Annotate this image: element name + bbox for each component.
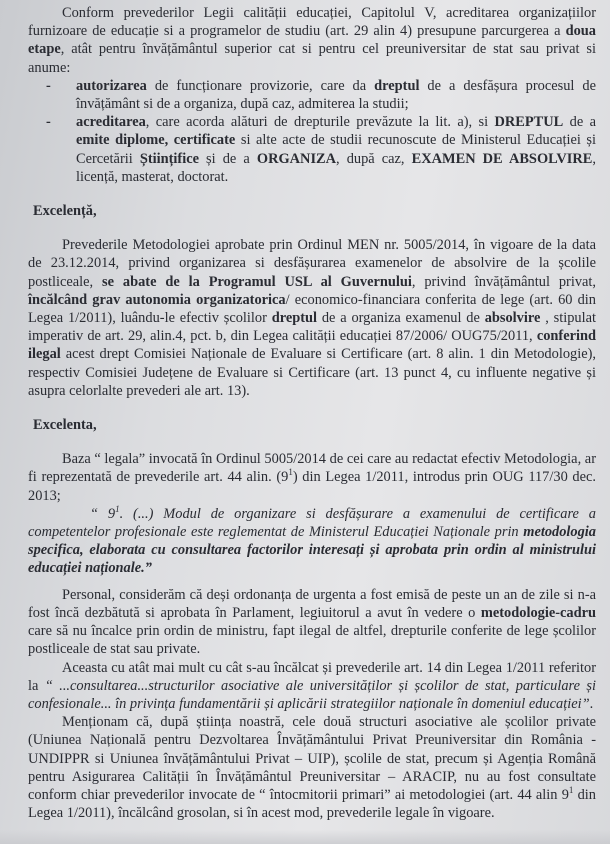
paragraph-personal: Personal, considerăm că deși ordonanța de urgenta a fost emisă de peste un an de zile si n-a fost încă dezbătută si aprobata în Parlament, legiuitorul a avut în vedere o metodologie-cadru care să nu încalce prin ordin de ministru, fapt ilegal de altfel, drepturile conferite de lege școlilor postliceale de stat sau private. — [28, 586, 596, 658]
page-edge-shadow — [0, 830, 610, 844]
paragraph-baza-legala: Baza “ legala” invocată în Ordinul 5005/2014 de cei care au redactat efectiv Metodologia, ar fi reprezentată de prevederile art. 44 alin. $(9^1)$ din Legea 1/2011, introdus prin OUG 117/30 dec. 2013; — [28, 451, 596, 504]
paragraph-conform: Conform prevederilor Legii calității educației, Capitolul V, acreditarea organizațiilor furnizoare de educație si a programelor de studiu (art. 29 alin 4) presupune parcurgerea a doua etape, atât pentru învățământul superior cat si pentru cel preuniversitar de stat sau privat si anume: — [28, 5, 596, 76]
quoted-law-text: “ $9^1$. (...) Modul de organizare si desfășurare a examenului de certificare a competentelor profesionale este reglementat de Ministerul Educației Naționale prin metodologia specifica, elaborata cu consultarea factorilor interesați și aprobata prin ordin al ministrului educației naționale.” — [28, 504, 596, 577]
dash-bullet: - — [46, 77, 51, 94]
paragraph-mentionam: Menționam că, după știința noastră, cele două structuri asociative ale școlilor private (Uniunea Națională pentru Dezvoltarea Învățământului Privat Preuniversitar din România - UNDIPPR si Uniunea învățământului Privat – UIP), școlile de stat, precum și Agenția Română pentru Asigurarea Calității în Învățământul Preuniversitar – ARACIP, nu au fost consultate conform chiar prevederilor invocate de “ întocmitorii primari” ai metodologiei (art. 44 alin $9^1$ din Legea 1/2011), încălcând grosolan, si în acest mod, prevederile legale în vigoare. — [28, 714, 596, 822]
paragraph-prevederile: Prevederile Metodologiei aprobate prin Ordinul MEN nr. 5005/2014, în vigoare de la data de 23.12.2014, privind organizarea si desfășurarea examenelor de absolvire de la școlile postliceale, se abate de la Programul USL al Guvernului, privind învățământul privat, încălcând grav autonomia organizatorica/ economico-financiara conferita de lege (art. 60 din Legea 1/2011), luându-le efectiv școlilor dreptul de a organiza examenul de absolvire , stipulat imperativ de art. 29, alin.4, pct. b, din Legea calității educației 87/2006/ OUG75/2011, conferind ilegal acest drept Comisiei Naționale de Evaluare si Certificare (art. 8 alin. 1 din Metodologie), respectiv Comisiei Județene de Evaluare si Certificare (art. 13 punct 4, cu influente negative și asupra celorlalte prevederi ale art. 13). — [28, 237, 596, 399]
salutation-heading-2: Excelenta, — [33, 417, 97, 434]
dash-bullet: - — [46, 114, 51, 131]
list-item-autorizarea: - autorizarea de funcționare provizorie, care da dreptul de a desfășura procesul de învățământ si de a organiza, după caz, admiterea la studii; — [46, 77, 596, 113]
list-item-acreditarea: - acreditarea, care acorda alături de drepturile prevăzute la lit. a), si DREPTUL de a emite diplome, certificate si alte acte de studii recunoscute de Ministerul Educației și Cercetării Științifice și de a ORGANIZA, după caz, EXAMEN DE ABSOLVIRE, licență, masterat, doctorat. — [46, 114, 597, 185]
salutation-heading-1: Excelență, — [33, 203, 97, 220]
paragraph-aceasta: Aceasta cu atât mai mult cu cât s-au încălcat și prevederile art. 14 din Legea 1/2011 referitor la “ ...consultarea...structurilor asociative ale universităților și școlilor de stat, particulare și confesionale... în privința fundamentării și aplicării strategiilor naționale în domeniul educației”. — [28, 659, 596, 712]
